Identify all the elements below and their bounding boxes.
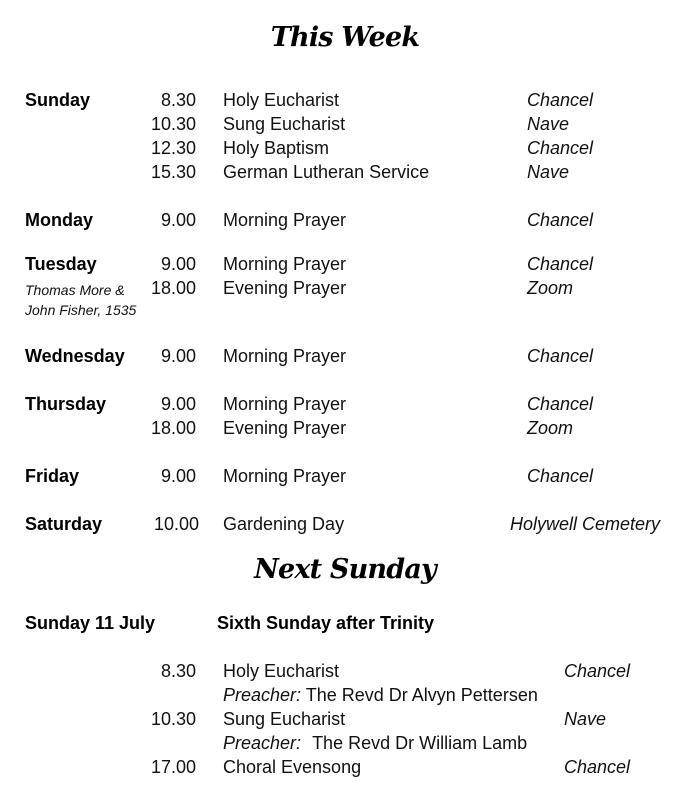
service-time: 18.00 [150, 278, 196, 298]
service-time: 9.00 [160, 466, 196, 486]
service-location: Nave [527, 114, 570, 134]
service-location: Chancel [527, 138, 594, 158]
this-week-heading: This Week [270, 22, 420, 53]
preacher-name: The Revd Dr William Lamb [312, 733, 528, 753]
service-name: Morning Prayer [223, 210, 347, 230]
service-name: Holy Eucharist [223, 90, 340, 110]
service-time: 9.00 [160, 254, 196, 274]
day-name-friday: Friday [25, 466, 80, 486]
service-location: Chancel [527, 346, 594, 366]
preacher-line [223, 685, 538, 706]
service-time: 17.00 [150, 757, 196, 777]
service-time: 8.30 [160, 90, 196, 110]
service-name: Holy Baptism [223, 138, 330, 158]
service-time: 8.30 [160, 661, 196, 681]
service-name: Evening Prayer [223, 278, 347, 298]
service-name: Morning Prayer [223, 466, 347, 486]
service-name: Choral Evensong [223, 757, 362, 777]
service-name: Gardening Day [223, 514, 345, 534]
service-name: Holy Eucharist [223, 661, 340, 681]
service-location: Chancel [564, 757, 631, 777]
service-time: 15.30 [150, 162, 196, 182]
service-location: Holywell Cemetery [510, 514, 661, 534]
service-name: Morning Prayer [223, 394, 347, 414]
service-location: Zoom [527, 418, 574, 438]
liturgical-occasion: Sixth Sunday after Trinity [217, 613, 435, 633]
service-time: 9.00 [160, 346, 196, 366]
service-location: Chancel [564, 661, 631, 681]
day-name-tuesday: Tuesday [25, 254, 97, 274]
service-location: Chancel [527, 254, 594, 274]
day-name-saturday: Saturday [25, 514, 103, 534]
day-name-thursday: Thursday [25, 394, 107, 414]
service-time: 10.00 [153, 514, 199, 534]
service-time: 9.00 [160, 394, 196, 414]
service-location: Zoom [527, 278, 574, 298]
day-name-sunday: Sunday [25, 90, 91, 110]
commemoration-note: John Fisher, 1535 [25, 302, 137, 318]
service-time: 9.00 [160, 210, 196, 230]
preacher-label: Preacher: [223, 733, 302, 753]
service-time: 18.00 [150, 418, 196, 438]
service-time: 10.30 [150, 709, 196, 729]
service-location: Chancel [527, 90, 594, 110]
preacher-label: Preacher: [223, 685, 302, 705]
service-name: Evening Prayer [223, 418, 347, 438]
service-name: Morning Prayer [223, 254, 347, 274]
service-name: Morning Prayer [223, 346, 347, 366]
service-location: Nave [527, 162, 570, 182]
day-name-monday: Monday [25, 210, 94, 230]
service-name: Sung Eucharist [223, 114, 346, 134]
preacher-line [223, 733, 527, 754]
preacher-name: The Revd Dr Alvyn Pettersen [305, 685, 538, 705]
service-time: 10.30 [150, 114, 196, 134]
day-name-wednesday: Wednesday [25, 346, 125, 366]
service-location: Chancel [527, 466, 594, 486]
next-sunday-heading: Next Sunday [254, 554, 436, 585]
service-location: Nave [564, 709, 607, 729]
service-time: 12.30 [150, 138, 196, 158]
next-sunday-date: Sunday 11 July [25, 613, 156, 633]
commemoration-note: Thomas More & [25, 282, 125, 298]
service-name: Sung Eucharist [223, 709, 346, 729]
service-name: German Lutheran Service [223, 162, 430, 182]
service-location: Chancel [527, 210, 594, 230]
service-location: Chancel [527, 394, 594, 414]
